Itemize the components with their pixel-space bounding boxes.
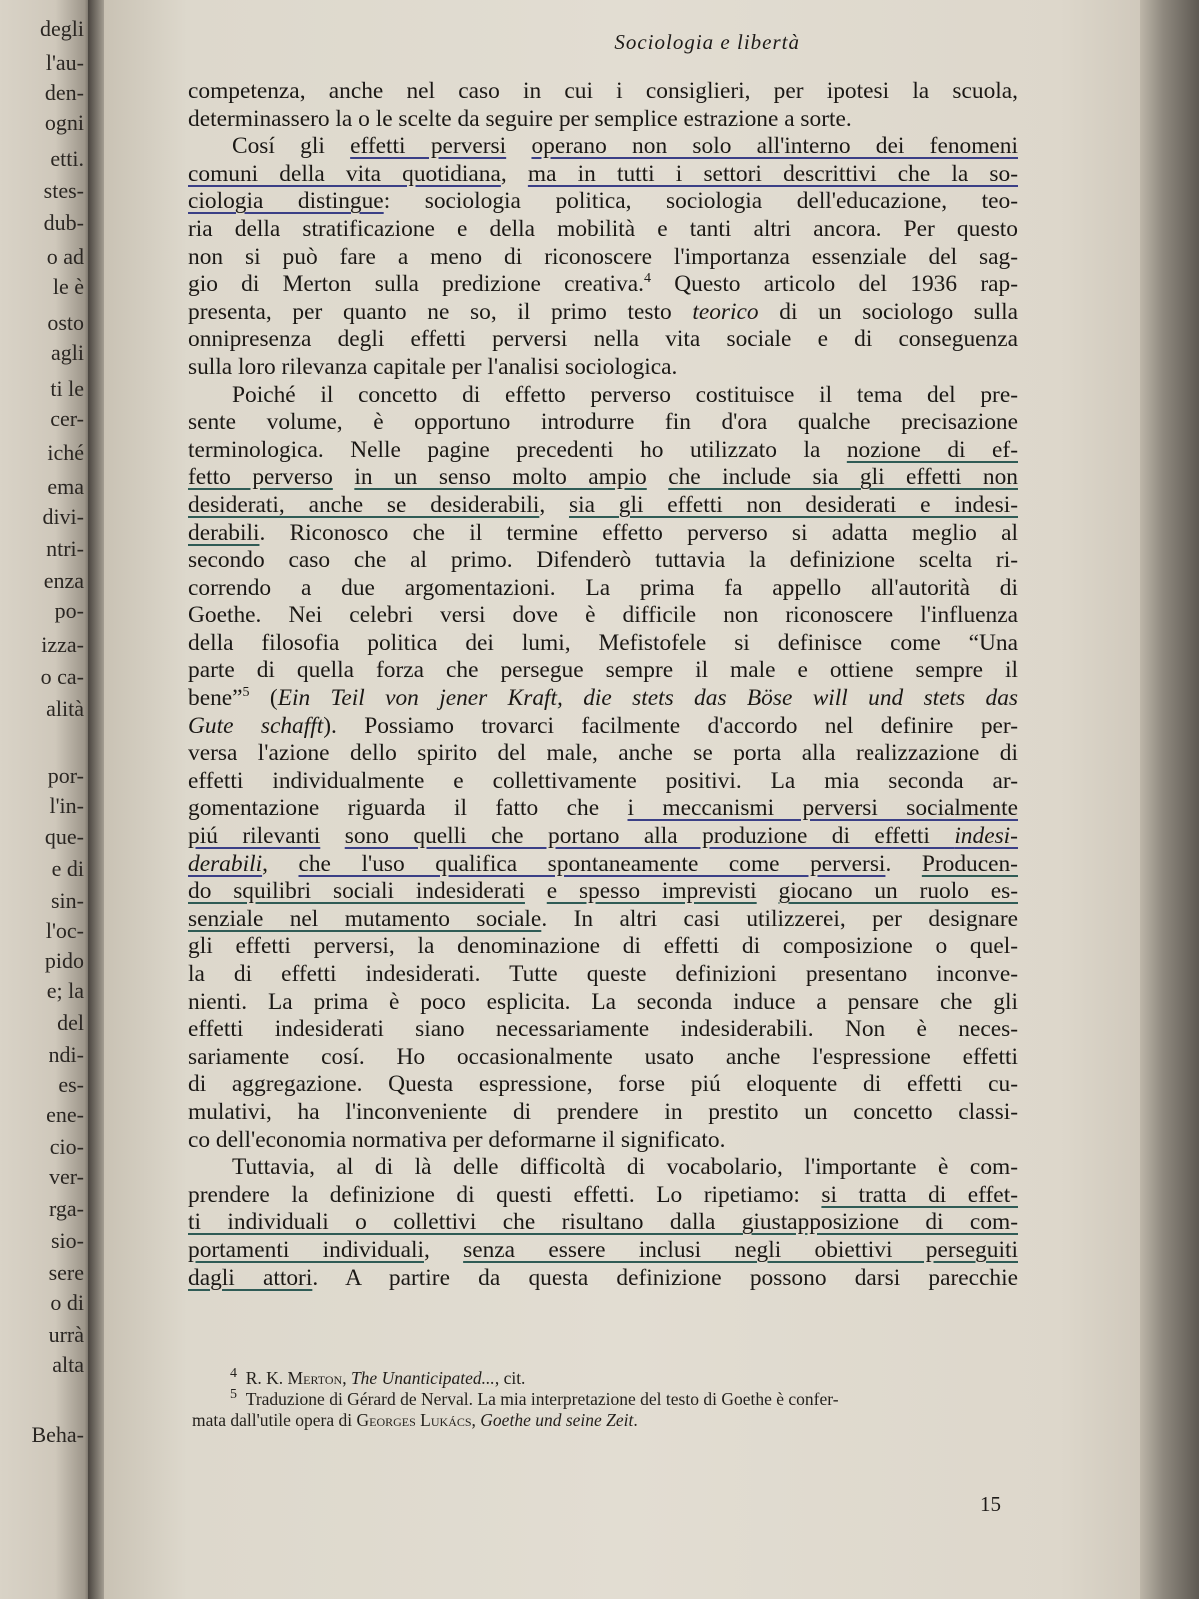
facing-page-text-fragment: izza-	[41, 632, 84, 657]
running-head: Sociologia e libertà	[614, 30, 800, 54]
underline-mark: portamenti individuali	[188, 1236, 424, 1263]
text-line: onnipresenza degli effetti perversi nella vita sociale e di conseguenza	[188, 326, 1018, 353]
underline-mark: che include sia gli effetti non	[668, 464, 1018, 491]
text-line: della filosofia politica dei lumi, Mefistofele si definisce come “Una	[188, 629, 1018, 656]
text-line: la di effetti indesiderati. Tutte queste definizioni presentano inconve-	[188, 961, 1018, 987]
text-line: Tuttavia, al di là delle difficoltà di vocabolario, l'importante è com-	[232, 1154, 1018, 1181]
text-line: mulativi, ha l'inconveniente di prendere in prestito un concetto classi-	[188, 1098, 1018, 1125]
underline-mark: dagli attori	[188, 1264, 313, 1291]
facing-page-text-fragment: Beha-	[31, 1422, 84, 1447]
facing-page-text-fragment: ntri-	[46, 536, 84, 561]
text-line: terminologica. Nelle pagine precedenti ho utilizzato la nozione di ef-	[188, 436, 1018, 463]
footnote-4: $^4$ R. K. Merton, The Unanticipated..., cit.	[230, 1366, 526, 1388]
facing-page-text-fragment: alta	[52, 1352, 84, 1377]
text-line: senziale nel mutamento sociale. In altri casi utilizzerei, per designare	[188, 905, 1018, 932]
text-line: ciologia distingue: sociologia politica, sociologia dell'educazione, teo-	[188, 188, 1018, 215]
underline-mark: ma in tutti i settori descrittivi che la so-	[527, 160, 1018, 187]
facing-page-text-fragment: den-	[44, 80, 84, 105]
text-line: gomentazione riguarda il fatto che i meccanismi perversi socialmente	[188, 795, 1018, 822]
text-line: nienti. La prima è poco esplicita. La seconda induce a pensare che gli	[188, 988, 1018, 1015]
facing-page-text-fragment: del	[57, 1010, 84, 1035]
text-line: sulla loro rilevanza capitale per l'analisi sociologica.	[188, 353, 678, 380]
page-edge-shadow	[1140, 0, 1199, 1599]
facing-page-text-fragment: sio-	[51, 1228, 84, 1253]
facing-page-text-fragment: po-	[54, 598, 84, 623]
text-line: di aggregazione. Questa espressione, forse piú eloquente di effetti cu-	[188, 1071, 1018, 1098]
underline-mark: si tratta di effet-	[821, 1181, 1018, 1208]
facing-page-text-fragment: agli	[51, 340, 84, 365]
facing-page-text-fragment: dub-	[43, 210, 84, 235]
text-line	[188, 823, 1018, 851]
facing-page-text-fragment: le è	[52, 274, 84, 299]
text-line: determinassero la o le scelte da seguire per semplice estrazione a sorte.	[188, 105, 852, 132]
text-line: gio di Merton sulla predizione creativa.$^4$ Questo articolo del 1936 rap-	[188, 271, 1018, 298]
underline-mark: ti individuali o collettivi che risultano dalla giustapposizione di com-	[188, 1209, 1018, 1236]
text-line: Cosí gli effetti perversi operano non solo all'interno dei fenomeni	[232, 133, 1018, 160]
facing-page-text-fragment: osto	[47, 310, 84, 335]
underline-mark: sia gli effetti non desiderati e indesi-	[569, 491, 1018, 518]
text-line: Poiché il concetto di effetto perverso costituisce il tema del pre-	[232, 381, 1018, 408]
underline-mark: Producen-	[921, 850, 1018, 877]
text-line: effetti indesiderati siano necessariamente indesiderabili. Non è neces-	[188, 1016, 1018, 1043]
text-line: desiderati, anche se desiderabili, sia gli effetti non desiderati e indesi-	[188, 491, 1018, 518]
facing-page-text-fragment: pido	[44, 948, 84, 973]
text-line	[188, 1209, 1018, 1237]
facing-page-text-fragment: que-	[44, 824, 84, 849]
underline-mark: giocano un ruolo es-	[778, 878, 1018, 905]
facing-page-text-fragment: cer-	[50, 406, 84, 431]
facing-page-text-fragment: l'oc-	[45, 918, 84, 943]
facing-page-text-fragment: ogni	[44, 110, 84, 135]
facing-page-text-fragment: o ad	[46, 244, 84, 269]
underline-mark: senza essere inclusi negli obiettivi perseguiti	[463, 1236, 1018, 1263]
text-line: presenta, per quanto ne so, il primo testo teorico di un sociologo sulla	[188, 298, 1018, 325]
facing-page-text-fragment: por-	[47, 763, 84, 788]
text-line: secondo caso che al primo. Difenderò tuttavia la definizione scelta ri-	[188, 547, 1018, 574]
text-line: parte di quella forza che persegue sempre il male e ottiene sempre il	[188, 657, 1018, 684]
footnotes	[192, 1366, 1030, 1431]
facing-page-text-fragment: sere	[48, 1260, 84, 1285]
facing-page-text-fragment: es-	[58, 1072, 84, 1097]
underline-mark: operano non solo all'interno dei fenomeni	[531, 133, 1018, 160]
text-line: bene”$^5$ (Ein Teil von jener Kraft, die stets das Böse will und stets das	[188, 685, 1018, 712]
text-line: ria della stratificazione e della mobilità e tanti altri ancora. Per questo	[188, 215, 1018, 242]
facing-page-text-fragment: ene-	[46, 1102, 84, 1127]
facing-page-text-fragment: degli	[40, 16, 84, 41]
underline-mark: do squilibri sociali indesiderati	[188, 878, 525, 905]
facing-page-left	[0, 0, 92, 1599]
text-line: derabili. Riconosco che il termine effetto perverso si adatta meglio al	[188, 519, 1018, 546]
text-line: portamenti individuali, senza essere inclusi negli obiettivi perseguiti	[188, 1236, 1018, 1263]
footnote-5: $^5$ Traduzione di Gérard de Nerval. La mia interpretazione del testo di Goethe è confer-	[230, 1387, 839, 1409]
footnote-ref-4: 4	[643, 271, 651, 287]
text-line: co dell'economia normativa per deformarne il significato.	[188, 1126, 726, 1153]
underline-mark: che l'uso qualifica spontaneamente come perversi	[298, 850, 886, 877]
facing-page-text-fragment: urrà	[48, 1322, 84, 1347]
underline-mark: derabili	[188, 850, 263, 877]
underline-mark: fetto perverso	[188, 464, 333, 491]
facing-page-text-fragment: iché	[47, 440, 84, 465]
footnote-ref-5: 5	[242, 685, 250, 701]
underline-mark: e spesso imprevisti	[546, 878, 757, 905]
underline-mark: in un senso molto ampio	[354, 464, 647, 491]
underline-mark: senziale nel mutamento sociale	[188, 905, 542, 932]
text-line: gli effetti perversi, la denominazione di effetti di composizione o quel-	[188, 933, 1018, 960]
footnote-5-continued: mata dall'utile opera di Georges Lukács, Goethe und seine Zeit.	[192, 1410, 638, 1430]
underline-mark: derabili	[188, 519, 260, 546]
facing-page-text-fragment: ndi-	[48, 1042, 84, 1067]
facing-page-text-fragment: enza	[43, 568, 84, 593]
facing-page-text-fragment: l'au-	[45, 50, 84, 75]
facing-page-text-fragment: sin-	[51, 888, 84, 913]
text-line: comuni della vita quotidiana, ma in tutti i settori descrittivi che la so-	[188, 160, 1018, 187]
text-line: effetti individualmente e collettivamente positivi. La mia seconda ar-	[188, 767, 1018, 794]
text-line: sente volume, è opportuno introdurre fin d'ora qualche precisazione	[188, 409, 1018, 436]
text-line: dagli attori. A partire da questa definizione possono darsi parecchie	[188, 1264, 1018, 1291]
text-line: correndo a due argomentazioni. La prima fa appello all'autorità di	[188, 574, 1018, 601]
facing-page-text-fragment: o di	[50, 1290, 84, 1315]
facing-page-text-fragment: e di	[51, 856, 84, 881]
underline-mark: i meccanismi perversi socialmente	[627, 795, 1018, 822]
facing-page-text-fragment: alità	[46, 696, 84, 721]
text-line: sariamente cosí. Ho occasionalmente usato anche l'espressione effetti	[188, 1043, 1018, 1070]
facing-page-text-fragment: cio-	[49, 1134, 84, 1159]
text-line: Gute schafft). Possiamo trovarci facilmente d'accordo nel definire per-	[188, 712, 1019, 739]
text-line: derabili, che l'uso qualifica spontaneamente come perversi. Producen-	[188, 850, 1018, 877]
body-text	[188, 78, 1018, 1292]
underline-mark: effetti perversi	[350, 133, 507, 160]
text-line: competenza, anche nel caso in cui i consiglieri, per ipotesi la scuola,	[188, 78, 1018, 104]
text-line	[188, 464, 1018, 492]
text-line: Goethe. Nei celebri versi dove è difficile non riconoscere l'influenza	[188, 602, 1018, 629]
facing-page-text-fragment: rga-	[48, 1196, 84, 1221]
page-number: 15	[980, 1492, 1001, 1516]
facing-page-text-fragment: stes-	[43, 178, 84, 203]
underline-mark: sono quelli che portano alla produzione di effetti	[344, 823, 955, 850]
facing-page-text-fragment: ti le	[50, 376, 84, 401]
underline-mark: indesi-	[954, 823, 1018, 850]
facing-page-text-fragment: divi-	[42, 504, 84, 529]
underline-mark: nozione di ef-	[846, 436, 1018, 463]
text-line	[188, 878, 1018, 906]
facing-page-text-fragment: ema	[47, 474, 84, 499]
facing-page-text-fragment: etti.	[50, 146, 84, 171]
underline-mark: piú rilevanti	[188, 823, 321, 850]
underline-mark: ciologia distingue	[188, 188, 384, 215]
text-line: versa l'azione dello spirito del male, anche se porta alla realizzazione di	[188, 740, 1018, 767]
text-line: prendere la definizione di questi effetti. Lo ripetiamo: si tratta di effet-	[188, 1181, 1018, 1208]
text-line: non si può fare a meno di riconoscere l'importanza essenziale del sag-	[188, 243, 1018, 270]
facing-page-text-fragment: ver-	[49, 1164, 84, 1189]
facing-page-text-fragment: l'in-	[49, 793, 84, 818]
facing-page-text-fragment: o ca-	[40, 664, 84, 689]
facing-page-text-fragment: e; la	[46, 978, 84, 1003]
underline-mark: comuni della vita quotidiana	[188, 160, 501, 187]
underline-mark: desiderati, anche se desiderabili	[188, 491, 540, 518]
